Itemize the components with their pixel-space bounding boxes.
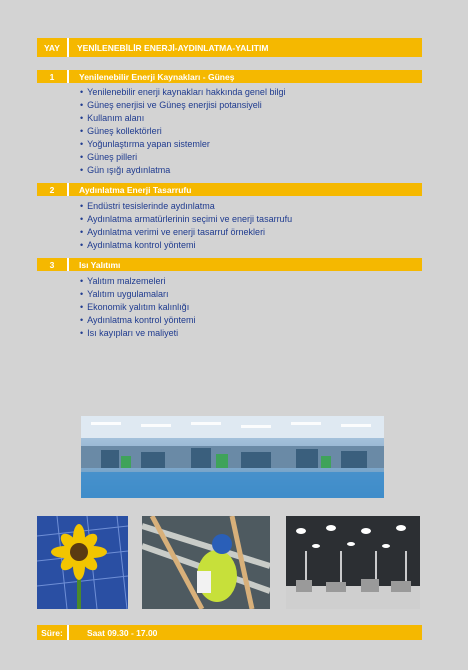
list-item: • Ekonomik yalıtım kalınlığı bbox=[80, 301, 196, 314]
list-item: • Aydınlatma kontrol yöntemi bbox=[80, 239, 292, 252]
section-1-list bbox=[80, 86, 285, 177]
section-number: 1 bbox=[49, 71, 55, 82]
section-divider bbox=[67, 70, 69, 83]
section-2-list bbox=[80, 200, 292, 252]
list-item: • Yenilenebilir enerji kaynakları hakkında genel bilgi bbox=[80, 86, 285, 99]
list-item: • Gün ışığı aydınlatma bbox=[80, 164, 285, 177]
list-item: • Yalıtım malzemeleri bbox=[80, 275, 196, 288]
list-item: • Isı kayıpları ve maliyeti bbox=[80, 327, 196, 340]
section-divider bbox=[67, 258, 69, 271]
list-item: • Yalıtım uygulamaları bbox=[80, 288, 196, 301]
section-number: 2 bbox=[49, 184, 55, 195]
list-item: • Endüstri tesislerinde aydınlatma bbox=[80, 200, 292, 213]
section-title: Isı Yalıtımı bbox=[79, 259, 121, 270]
footer-divider bbox=[67, 625, 69, 640]
section-title: Yenilenebilir Enerji Kaynakları - Güneş bbox=[79, 71, 235, 82]
insulation-worker-photo bbox=[142, 516, 270, 609]
list-item: • Aydınlatma verimi ve enerji tasarruf örnekleri bbox=[80, 226, 292, 239]
list-item: • Güneş kollektörleri bbox=[80, 125, 285, 138]
footer-time: Saat 09.30 - 17.00 bbox=[87, 627, 158, 638]
list-item: • Güneş enerjisi ve Güneş enerjisi potansiyeli bbox=[80, 99, 285, 112]
list-item: • Güneş pilleri bbox=[80, 151, 285, 164]
factory-floor-photo bbox=[81, 416, 384, 498]
section-3-bar bbox=[37, 258, 422, 271]
warehouse-lighting-photo bbox=[286, 516, 420, 609]
footer-bar bbox=[37, 625, 422, 640]
list-item: • Yoğunlaştırma yapan sistemler bbox=[80, 138, 285, 151]
section-2-bar bbox=[37, 183, 422, 196]
footer-label: Süre: bbox=[41, 627, 63, 638]
section-divider bbox=[67, 183, 69, 196]
section-1-bar bbox=[37, 70, 422, 83]
section-title: Aydınlatma Enerji Tasarrufu bbox=[79, 184, 192, 195]
sunflower-solar-photo bbox=[37, 516, 128, 609]
header-title: YENİLENEBİLİR ENERJİ-AYDINLATMA-YALITIM bbox=[77, 42, 269, 53]
header-code: YAY bbox=[44, 42, 60, 53]
section-number: 3 bbox=[49, 259, 55, 270]
list-item: • Aydınlatma armatürlerinin seçimi ve enerji tasarrufu bbox=[80, 213, 292, 226]
header-divider bbox=[67, 38, 69, 57]
header-bar bbox=[37, 38, 422, 57]
list-item: • Kullanım alanı bbox=[80, 112, 285, 125]
section-3-list bbox=[80, 275, 196, 340]
list-item: • Aydınlatma kontrol yöntemi bbox=[80, 314, 196, 327]
